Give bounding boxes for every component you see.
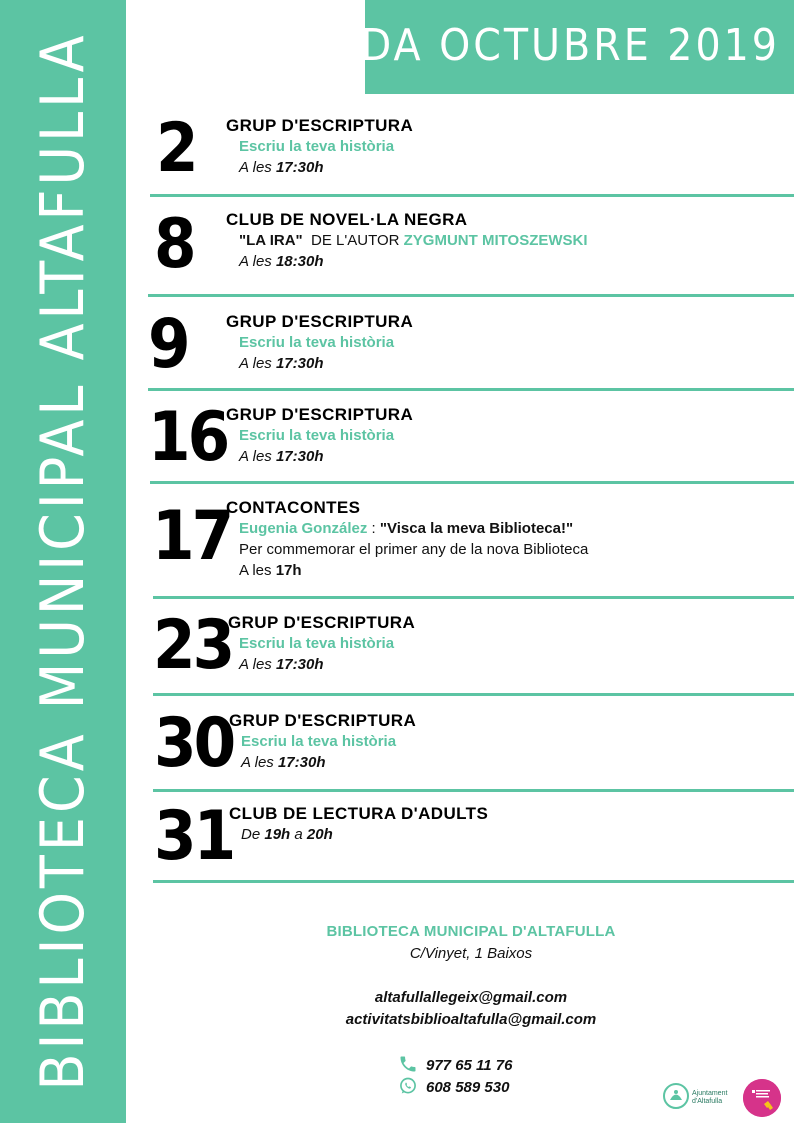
svg-text:d'Altafulla: d'Altafulla <box>692 1098 723 1105</box>
event-time: A les 18:30h <box>239 253 324 270</box>
phone-contact[interactable]: 977 65 11 76 <box>398 1054 512 1074</box>
event-subtitle: Escriu la teva història <box>239 138 395 155</box>
event-title: GRUP D'ESCRIPTURA <box>226 405 414 424</box>
whatsapp-icon <box>398 1076 418 1096</box>
event-time: A les 17:30h <box>239 159 324 176</box>
event-title: CONTACONTES <box>226 498 361 517</box>
xarxa-logo-graphic <box>743 1079 781 1117</box>
phone-icon <box>398 1054 418 1074</box>
event-day: 8 <box>154 205 194 284</box>
event-time: De 19h a 20h <box>241 826 333 843</box>
page-title: AGENDA OCTUBRE 2019 <box>237 20 780 71</box>
whatsapp-contact[interactable]: 608 589 530 <box>398 1076 509 1096</box>
sidebar-title: BIBLIOTECA MUNICIPAL ALTAFULLA <box>28 31 98 1091</box>
event-title: CLUB DE NOVEL·LA NEGRA <box>226 210 468 229</box>
event-day: 16 <box>148 398 228 477</box>
event-subtitle: Escriu la teva història <box>239 635 395 652</box>
event-title: CLUB DE LECTURA D'ADULTS <box>229 804 489 823</box>
event-note: Per commemorar el primer any de la nova Biblioteca <box>239 541 589 558</box>
event-day: 2 <box>156 109 196 188</box>
event-day: 30 <box>154 704 234 783</box>
event-time: A les 17:30h <box>239 656 324 673</box>
ajuntament-logo <box>662 1081 732 1111</box>
email-link[interactable]: activitatsbiblioaltafulla@gmail.com <box>345 1011 597 1028</box>
event-title: GRUP D'ESCRIPTURA <box>228 613 416 632</box>
event-day: 9 <box>148 305 188 384</box>
library-name: BIBLIOTECA MUNICIPAL D'ALTAFULLA <box>326 923 616 940</box>
event-time: A les 17:30h <box>239 355 324 372</box>
event-title: GRUP D'ESCRIPTURA <box>226 116 414 135</box>
event-performer: Eugenia González : "Visca la meva Biblioteca!" <box>239 520 574 537</box>
event-subtitle: Escriu la teva història <box>241 733 397 750</box>
event-book: "LA IRA" DE L'AUTOR ZYGMUNT MITOSZEWSKI <box>239 232 588 249</box>
event-title: GRUP D'ESCRIPTURA <box>226 312 414 331</box>
event-day: 23 <box>153 606 233 685</box>
event-time: A les 17:30h <box>241 754 326 771</box>
email-link[interactable]: altafullallegeix@gmail.com <box>374 989 568 1006</box>
event-subtitle: Escriu la teva història <box>239 427 395 444</box>
event-title: GRUP D'ESCRIPTURA <box>229 711 417 730</box>
event-subtitle: Escriu la teva història <box>239 334 395 351</box>
event-day: 17 <box>152 497 232 576</box>
library-address: C/Vinyet, 1 Baixos <box>409 945 533 962</box>
event-time: A les 17h <box>239 562 302 579</box>
event-day: 31 <box>154 797 234 876</box>
event-time: A les 17:30h <box>239 448 324 465</box>
svg-text:Ajuntament: Ajuntament <box>692 1090 728 1097</box>
xarxa-biblioteques-logo <box>743 1079 781 1117</box>
sidebar <box>0 0 126 1123</box>
